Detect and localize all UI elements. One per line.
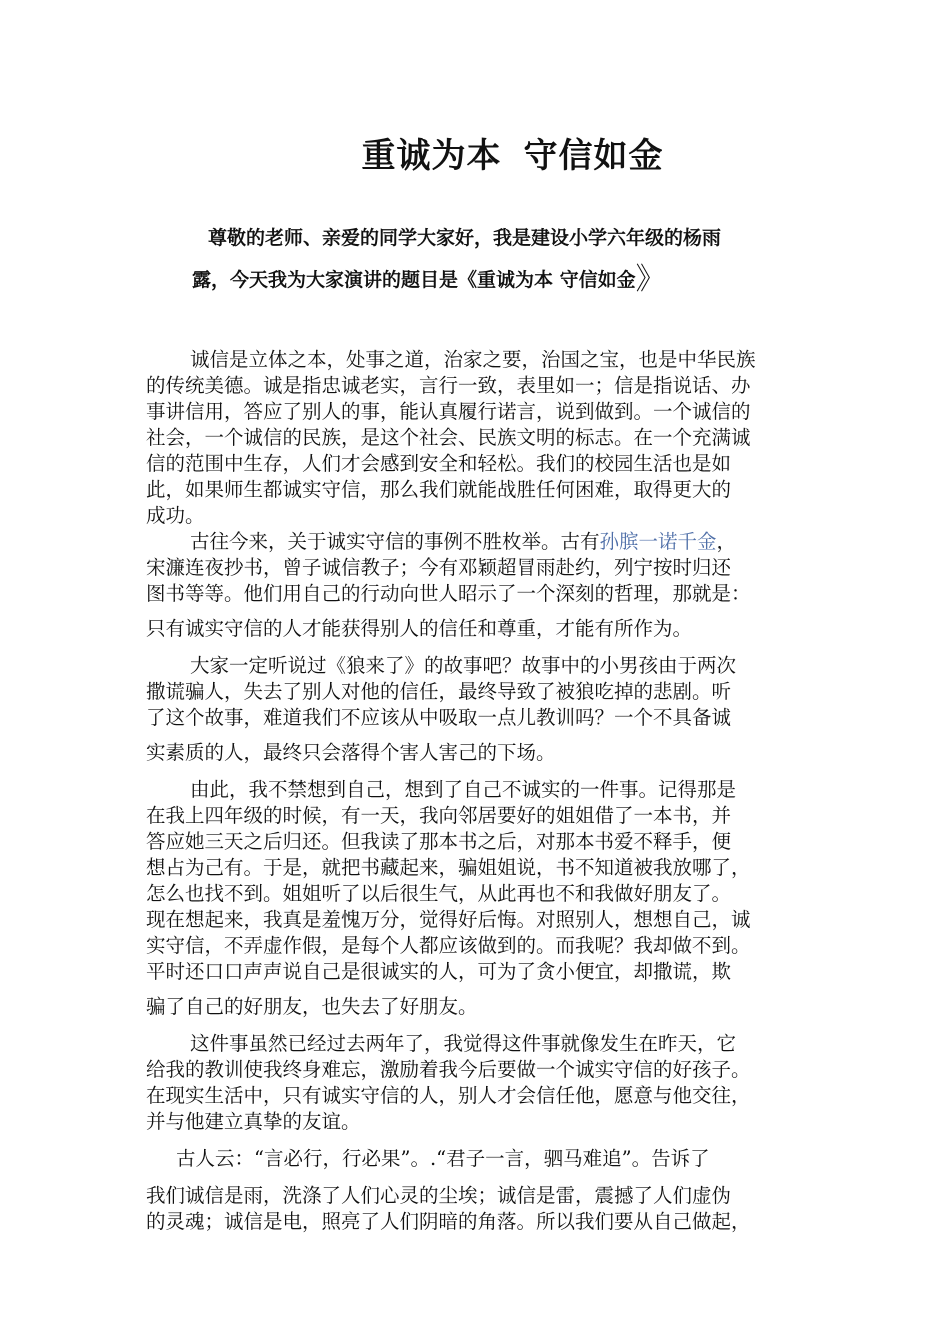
paragraph-5-line: 在现实生活中，只有诚实守信的人，别人才会信任他，愿意与他交往，	[146, 1084, 751, 1107]
paragraph-2-text: 古往今来，关于诚实守信的事例不胜枚举。古有	[190, 530, 600, 553]
paragraph-4-line: 现在想起来，我真是羞愧万分，觉得好后悔。对照别人，想想自己，诚	[146, 908, 751, 931]
paragraph-2-line: 图书等等。他们用自己的行动向世人昭示了一个深刻的哲理，那就是：	[146, 582, 751, 605]
sun-bin-link[interactable]: 孙膑一诺千金	[599, 530, 717, 553]
paragraph-4-line: 在我上四年级的时候，有一天，我向邻居要好的姐姐借了一本书，并	[146, 804, 732, 827]
greeting-line-2	[192, 262, 822, 297]
paragraph-6-line: 的灵魂；诚信是电，照亮了人们阴暗的角落。所以我们要从自己做起，	[146, 1210, 751, 1233]
paragraph-4-line: 由此，我不禁想到自己，想到了自己不诚实的一件事。记得那是	[190, 778, 737, 801]
paragraph-1-line: 此，如果师生都诚实守信，那么我们就能战胜任何困难，取得更大的	[146, 478, 732, 501]
page-title	[0, 128, 950, 177]
title-part-1: 重诚为本	[361, 136, 502, 176]
paragraph-1-line: 信的范围中生存，人们才会感到安全和轻松。我们的校园生活也是如	[146, 452, 732, 475]
paragraph-4-line: 答应她三天之后归还。但我读了那本书之后，对那本书爱不释手，便	[146, 830, 732, 853]
paragraph-1-line: 诚信是立体之本，处事之道，治家之要，治国之宝，也是中华民族	[190, 348, 756, 371]
paragraph-1-line: 事讲信用，答应了别人的事，能认真履行诺言，说到做到。一个诚信的	[146, 400, 751, 423]
paragraph-4-line: 实守信，不弄虚作假，是每个人都应该做到的。而我呢？我却做不到。	[146, 934, 751, 957]
paragraph-5-line: 并与他建立真挚的友谊。	[146, 1110, 361, 1133]
paragraph-4-line: 怎么也找不到。姐姐听了以后很生气，从此再也不和我做好朋友了。	[146, 882, 732, 905]
paragraph-2-line: 宋濂连夜抄书，曾子诚信教子；今有邓颖超冒雨赴约，列宁按时归还	[146, 556, 732, 579]
paragraph-2-comma: ，	[716, 530, 737, 553]
paragraph-4-line: 平时还口口声声说自己是很诚实的人，可为了贪小便宜，却撒谎，欺	[146, 960, 732, 983]
greeting-close-quote: 》	[635, 262, 666, 297]
paragraph-3-line: 大家一定听说过《狼来了》的故事吧？故事中的小男孩由于两次	[190, 654, 737, 677]
paragraph-2-line: 只有诚实守信的人才能获得别人的信任和尊重，才能有所作为。	[146, 617, 693, 640]
greeting-line-2-text: 露，今天我为大家演讲的题目是《重诚为本 守信如金	[192, 269, 636, 291]
greeting-line-1: 尊敬的老师、亲爱的同学大家好，我是建设小学六年级的杨雨	[208, 227, 722, 249]
paragraph-4-line: 骗了自己的好朋友，也失去了好朋友。	[146, 995, 478, 1018]
paragraph-6-line: 我们诚信是雨，洗涤了人们心灵的尘埃；诚信是雷，震撼了人们虚伪	[146, 1184, 732, 1207]
paragraph-5-line: 这件事虽然已经过去两年了，我觉得这件事就像发生在昨天，它	[190, 1032, 737, 1055]
paragraph-1-line: 社会，一个诚信的民族，是这个社会、民族文明的标志。在一个充满诚	[146, 426, 751, 449]
paragraph-5-line: 给我的教训使我终身难忘，激励着我今后要做一个诚实守信的好孩子。	[146, 1058, 751, 1081]
paragraph-6-line: 古人云：“言必行，行必果”。.“君子一言，驷马难追”。告诉了	[176, 1147, 710, 1170]
paragraph-3-line: 撒谎骗人，失去了别人对他的信任，最终导致了被狼吃掉的悲剧。听	[146, 680, 732, 703]
paragraph-4-line: 想占为己有。于是，就把书藏起来，骗姐姐说，书不知道被我放哪了，	[146, 856, 751, 879]
title-part-2: 守信如金	[523, 136, 664, 176]
paragraph-1-line: 的传统美德。诚是指忠诚老实，言行一致，表里如一；信是指说话、办	[146, 374, 751, 397]
paragraph-1-line: 成功。	[146, 504, 205, 527]
paragraph-2-line	[190, 529, 816, 555]
paragraph-3-line: 实素质的人，最终只会落得个害人害己的下场。	[146, 741, 556, 764]
paragraph-3-line: 了这个故事，难道我们不应该从中吸取一点儿教训吗？一个不具备诚	[146, 706, 732, 729]
